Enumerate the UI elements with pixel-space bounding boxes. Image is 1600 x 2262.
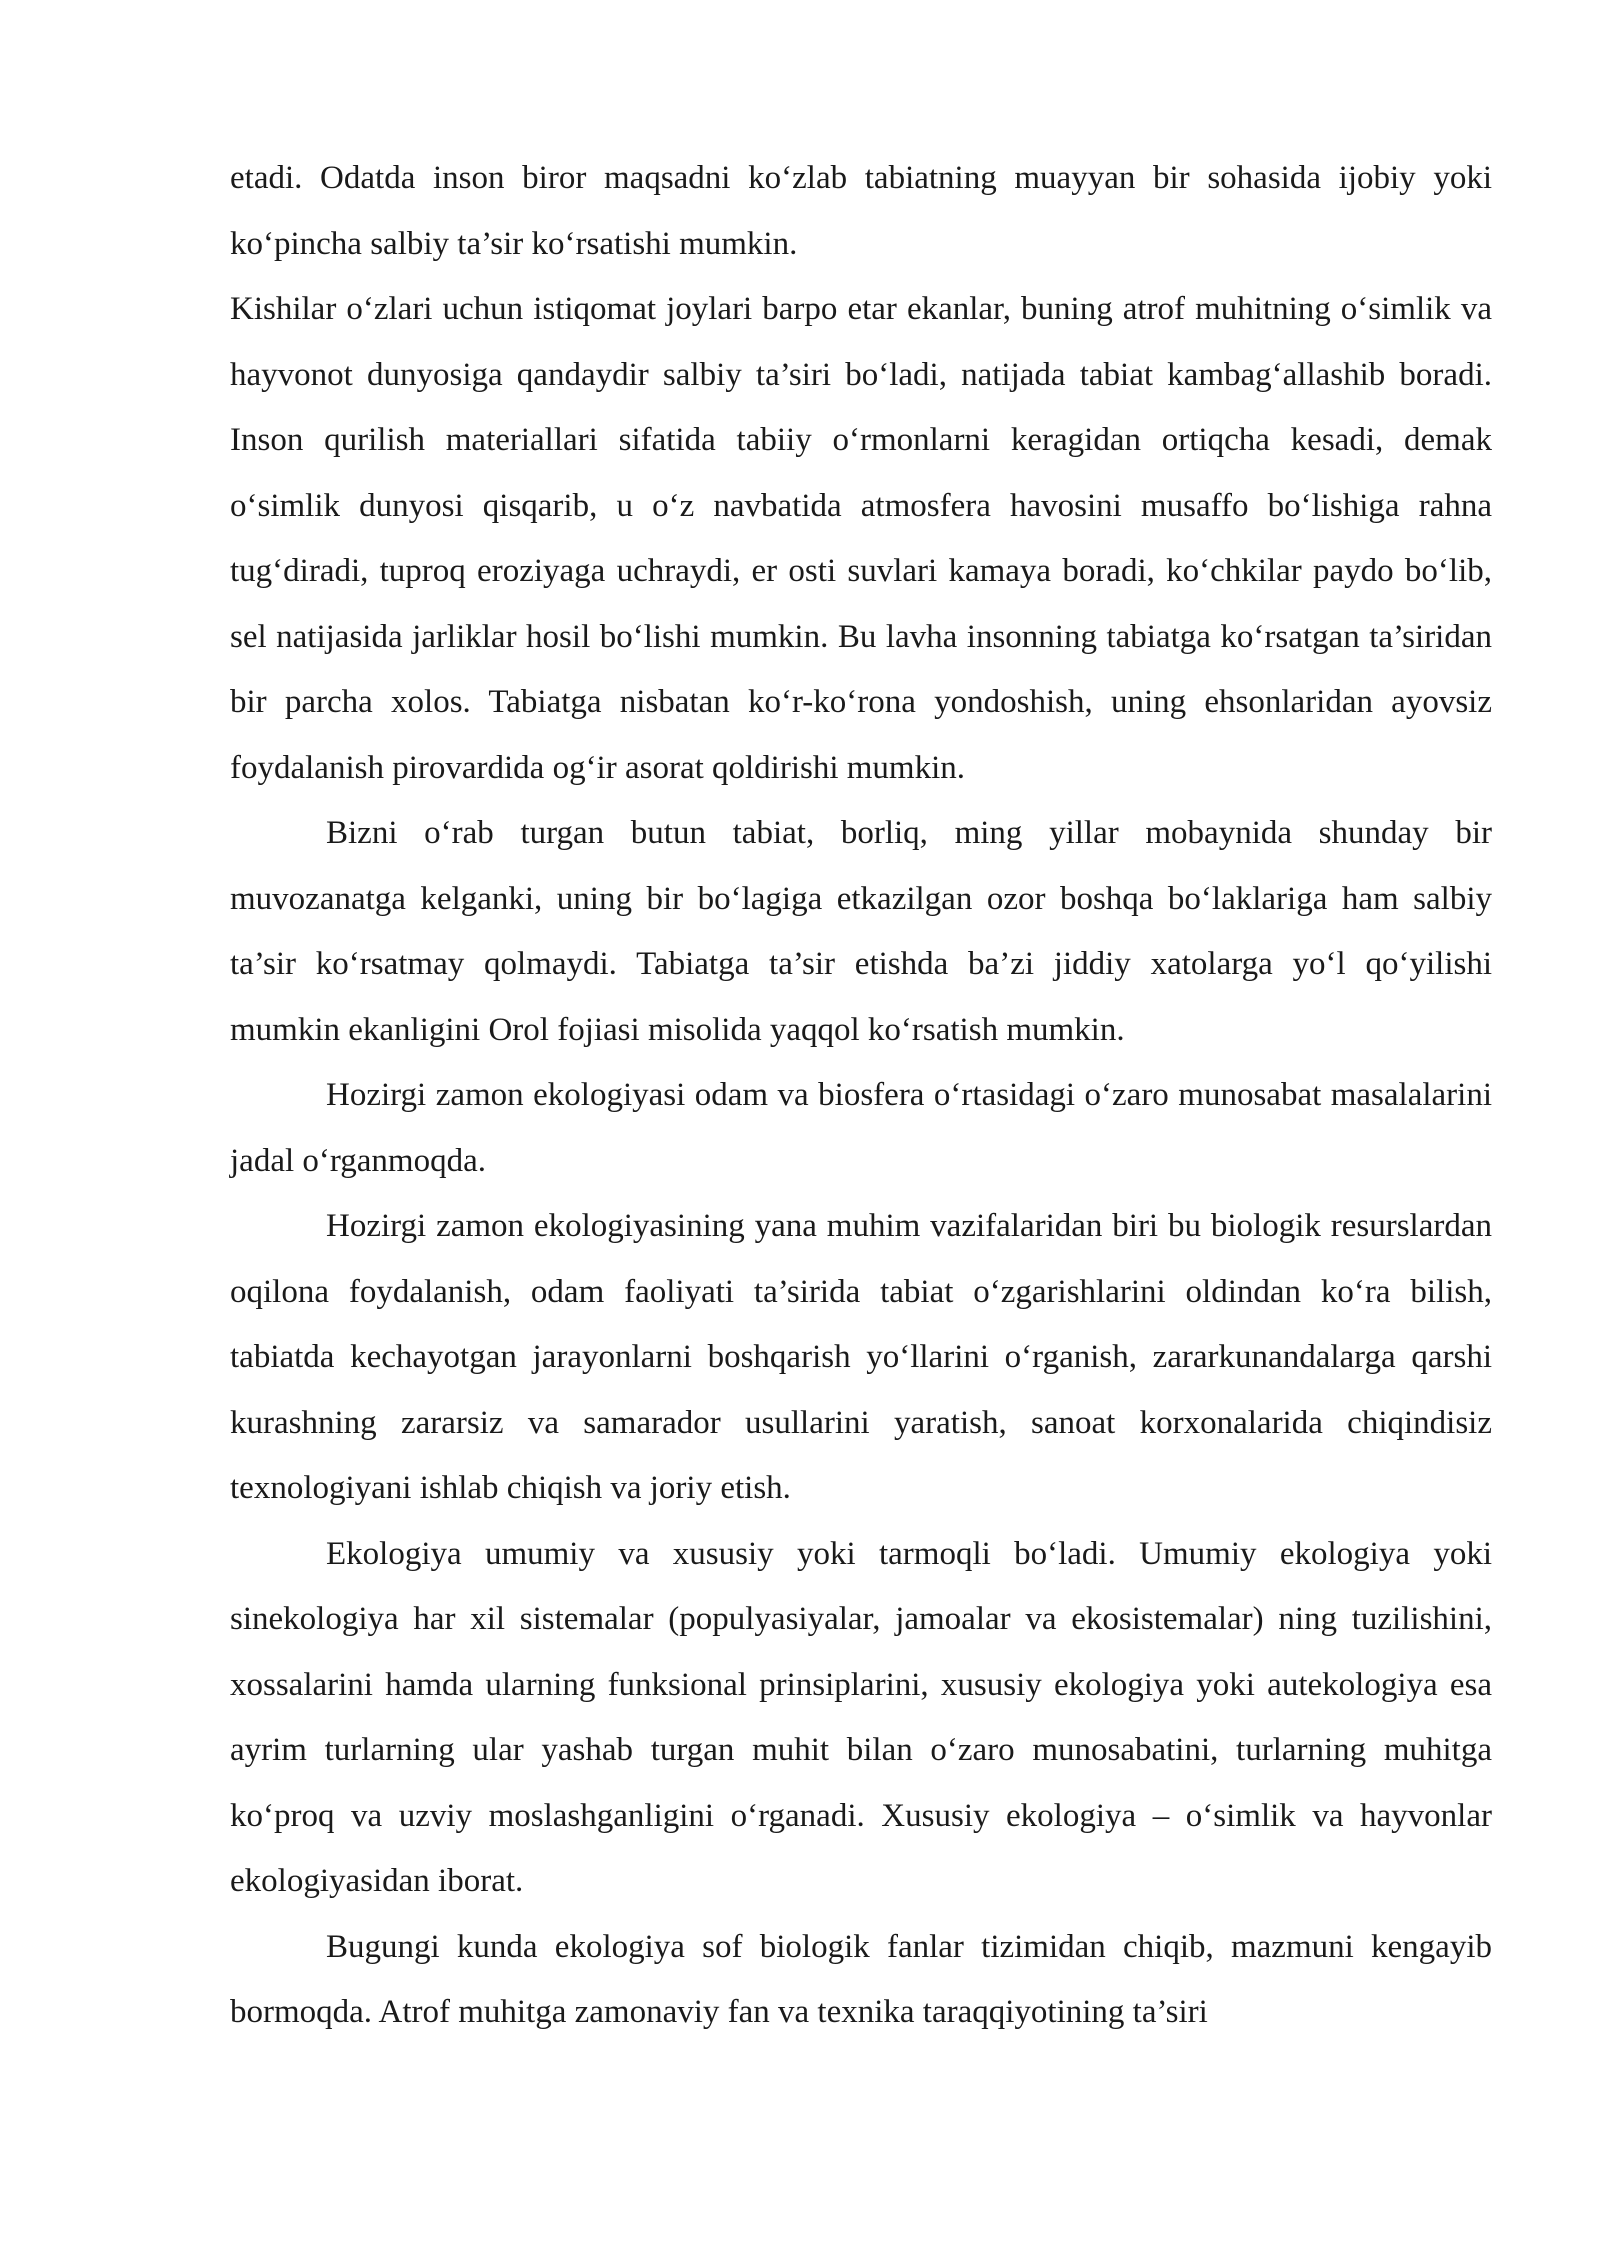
paragraph: Kishilar o‘zlari uchun istiqomat joylari barpo etar ekanlar, buning atrof muhitning o‘simlik va hayvonot dunyosiga qandaydir salbiy ta’siri bo‘ladi, natijada tabiat kambag‘allashib boradi. Inson qurilish materiallari sifatida tabiiy o‘rmonlarni keragidan ortiqcha kesadi, demak o‘simlik dunyosi qisqarib, u o‘z navbatida atmosfera havosini musaffo bo‘lishiga rahna tug‘diradi, tuproq eroziyaga uchraydi, er osti suvlari kamaya boradi, ko‘chkilar paydo bo‘lib, sel natijasida jarliklar hosil bo‘lishi mumkin. Bu lavha insonning tabiatga ko‘rsatgan ta’siridan bir parcha xolos. Tabiatga nisbatan ko‘r-ko‘rona yondoshish, uning ehsonlaridan ayovsiz foydalanish pirovardida og‘ir asorat qoldirishi mumkin. [230,291,1492,786]
document-body [230,146,1492,2046]
paragraph: etadi. Odatda inson biror maqsadni ko‘zlab tabiatning muayyan bir sohasida ijobiy yoki ko‘pincha salbiy ta’sir ko‘rsatishi mumkin. [230,160,1492,262]
paragraph: Hozirgi zamon ekologiyasining yana muhim vazifalaridan biri bu biologik resurslardan oqilona foydalanish, odam faoliyati ta’sirida tabiat o‘zgarishlarini oldindan ko‘ra bilish, tabiatda kechayotgan jarayonlarni boshqarish yo‘llarini o‘rganish, zararkunandalarga qarshi kurashning zararsiz va samarador usullarini yaratish, sanoat korxonalarida chiqindisiz texnologiyani ishlab chiqish va joriy etish. [230,1208,1492,1506]
paragraph: Bugungi kunda ekologiya sof biologik fanlar tizimidan chiqib, mazmuni kengayib bormoqda. Atrof muhitga zamonaviy fan va texnika taraqqiyotining ta’siri [230,1928,1492,2030]
paragraph: Ekologiya umumiy va xususiy yoki tarmoqli bo‘ladi. Umumiy ekologiya yoki sinekologiya har xil sistemalar (populyasiyalar, jamoalar va ekosistemalar) ning tuzilishini, xossalarini hamda ularning funksional prinsiplarini, xususiy ekologiya yoki autekologiya esa ayrim turlarning ular yashab turgan muhit bilan o‘zaro munosabatini, turlarning muhitga ko‘proq va uzviy moslashganligini o‘rganadi. Xususiy ekologiya – o‘simlik va hayvonlar ekologiyasidan iborat. [230,1535,1492,1899]
paragraph: Hozirgi zamon ekologiyasi odam va biosfera o‘rtasidagi o‘zaro munosabat masalalarini jadal o‘rganmoqda. [230,1077,1492,1179]
paragraph: Bizni o‘rab turgan butun tabiat, borliq, ming yillar mobaynida shunday bir muvozanatga kelganki, uning bir bo‘lagiga etkazilgan ozor boshqa bo‘laklariga ham salbiy ta’sir ko‘rsatmay qolmaydi. Tabiatga ta’sir etishda ba’zi jiddiy xatolarga yo‘l qo‘yilishi mumkin ekanligini Orol fojiasi misolida yaqqol ko‘rsatish mumkin. [230,815,1492,1048]
